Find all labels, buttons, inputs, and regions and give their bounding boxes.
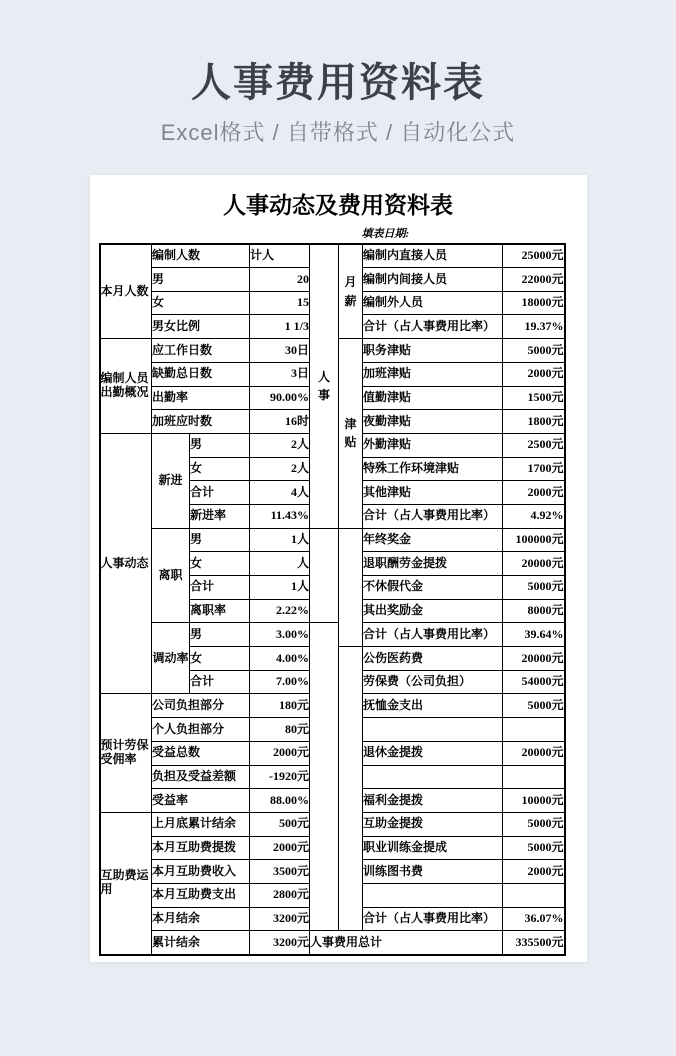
item-cell: 女 xyxy=(190,552,250,576)
value-cell: 88.00% xyxy=(250,789,310,813)
item-cell: 编制内直接人员 xyxy=(363,244,503,268)
page-subtitle: Excel格式 / 自带格式 / 自动化公式 xyxy=(160,120,516,145)
item-cell: 合计（占人事费用比率） xyxy=(363,315,503,339)
total-label-cell: 人事费用总计 xyxy=(310,931,503,955)
value-cell: 2500元 xyxy=(503,433,565,457)
item-cell: 个人负担部分 xyxy=(152,718,250,742)
value-cell: 1人 xyxy=(250,576,310,600)
group-cell: 本月人数 xyxy=(100,244,152,339)
table-row xyxy=(100,528,565,552)
value-cell: 20000元 xyxy=(503,647,565,671)
value-cell: 5000元 xyxy=(503,812,565,836)
value-cell: 18000元 xyxy=(503,291,565,315)
empty-cell xyxy=(310,623,339,931)
item-cell: 负担及受益差额 xyxy=(152,765,250,789)
item-cell: 本月结余 xyxy=(152,907,250,931)
value-cell: 2000元 xyxy=(503,362,565,386)
value-cell: 3500元 xyxy=(250,860,310,884)
item-cell: 加班津贴 xyxy=(363,362,503,386)
value-cell: 计人 xyxy=(250,244,310,268)
category-label: 人事 xyxy=(318,369,331,403)
value-cell xyxy=(503,883,565,907)
value-cell: -1920元 xyxy=(250,765,310,789)
item-cell: 福利金提拨 xyxy=(363,789,503,813)
item-cell xyxy=(363,765,503,789)
subgroup-cell: 离职 xyxy=(152,528,190,623)
value-cell: 54000元 xyxy=(503,670,565,694)
item-cell: 合计 xyxy=(190,670,250,694)
empty-cell xyxy=(310,528,339,623)
value-cell: 20000元 xyxy=(503,552,565,576)
item-cell: 男 xyxy=(190,528,250,552)
value-cell: 人 xyxy=(250,552,310,576)
item-cell: 女 xyxy=(190,647,250,671)
value-cell: 5000元 xyxy=(503,339,565,363)
item-cell: 其他津贴 xyxy=(363,481,503,505)
value-cell: 5000元 xyxy=(503,576,565,600)
table-row xyxy=(100,623,565,647)
item-cell: 年终奖金 xyxy=(363,528,503,552)
value-cell: 3200元 xyxy=(250,907,310,931)
item-cell: 不休假代金 xyxy=(363,576,503,600)
item-cell: 男 xyxy=(190,623,250,647)
item-cell: 男女比例 xyxy=(152,315,250,339)
value-cell: 1800元 xyxy=(503,410,565,434)
item-cell: 抚恤金支出 xyxy=(363,694,503,718)
value-cell: 80元 xyxy=(250,718,310,742)
item-cell: 职业训练金提成 xyxy=(363,836,503,860)
page-title: 人事费用资料表 xyxy=(191,61,485,105)
value-cell: 2.22% xyxy=(250,599,310,623)
value-cell: 15 xyxy=(250,291,310,315)
value-cell: 30日 xyxy=(250,339,310,363)
item-cell: 值勤津贴 xyxy=(363,386,503,410)
subcategory-label: 月薪 xyxy=(344,274,357,308)
value-cell: 5000元 xyxy=(503,694,565,718)
item-cell: 劳保费（公司负担） xyxy=(363,670,503,694)
item-cell: 合计（占人事费用比率） xyxy=(363,623,503,647)
item-cell: 退休金提拨 xyxy=(363,741,503,765)
group-cell: 互助费运用 xyxy=(100,812,152,954)
item-cell: 编制外人员 xyxy=(363,291,503,315)
item-cell: 夜勤津贴 xyxy=(363,410,503,434)
value-cell: 25000元 xyxy=(503,244,565,268)
sheet-title: 人事动态及费用资料表 xyxy=(223,193,453,218)
item-cell: 合计（占人事费用比率） xyxy=(363,907,503,931)
sheet-card xyxy=(90,175,587,962)
value-cell xyxy=(503,765,565,789)
value-cell: 180元 xyxy=(250,694,310,718)
item-cell: 男 xyxy=(152,268,250,292)
item-cell: 公司负担部分 xyxy=(152,694,250,718)
value-cell: 10000元 xyxy=(503,789,565,813)
item-cell: 合计（占人事费用比率） xyxy=(363,504,503,528)
group-cell: 预计劳保受佣率 xyxy=(100,694,152,812)
item-cell xyxy=(363,718,503,742)
value-cell: 2000元 xyxy=(250,741,310,765)
value-cell: 4.92% xyxy=(503,504,565,528)
item-cell: 互助金提拨 xyxy=(363,812,503,836)
value-cell: 39.64% xyxy=(503,623,565,647)
item-cell: 累计结余 xyxy=(152,931,250,955)
value-cell: 500元 xyxy=(250,812,310,836)
item-cell: 编制人数 xyxy=(152,244,250,268)
item-cell: 女 xyxy=(190,457,250,481)
value-cell: 36.07% xyxy=(503,907,565,931)
value-cell: 90.00% xyxy=(250,386,310,410)
group-cell: 人事动态 xyxy=(100,433,152,694)
item-cell: 受益总数 xyxy=(152,741,250,765)
value-cell: 2000元 xyxy=(503,860,565,884)
value-cell: 2人 xyxy=(250,433,310,457)
subcategory-label: 津贴 xyxy=(344,416,357,450)
item-cell: 应工作日数 xyxy=(152,339,250,363)
value-cell: 2800元 xyxy=(250,883,310,907)
item-cell: 退职酬劳金提拨 xyxy=(363,552,503,576)
value-cell: 4.00% xyxy=(250,647,310,671)
item-cell: 训练图书费 xyxy=(363,860,503,884)
table-row xyxy=(100,244,565,268)
value-cell: 5000元 xyxy=(503,836,565,860)
value-cell: 3日 xyxy=(250,362,310,386)
item-cell: 本月互助费提拨 xyxy=(152,836,250,860)
item-cell: 离职率 xyxy=(190,599,250,623)
table-row xyxy=(100,931,565,955)
item-cell: 加班应时数 xyxy=(152,410,250,434)
item-cell: 合计 xyxy=(190,576,250,600)
value-cell xyxy=(503,718,565,742)
item-cell: 本月互助费支出 xyxy=(152,883,250,907)
item-cell: 特殊工作环境津贴 xyxy=(363,457,503,481)
item-cell: 外勤津贴 xyxy=(363,433,503,457)
item-cell: 公伤医药费 xyxy=(363,647,503,671)
fill-date-label: 填表日期: xyxy=(361,227,410,240)
category-cell xyxy=(310,244,339,528)
item-cell: 出勤率 xyxy=(152,386,250,410)
hr-expense-table xyxy=(99,243,566,956)
value-cell: 100000元 xyxy=(503,528,565,552)
item-cell: 男 xyxy=(190,433,250,457)
total-value-cell: 335500元 xyxy=(503,931,565,955)
item-cell: 合计 xyxy=(190,481,250,505)
item-cell: 职务津贴 xyxy=(363,339,503,363)
value-cell: 11.43% xyxy=(250,504,310,528)
value-cell: 7.00% xyxy=(250,670,310,694)
item-cell: 编制内间接人员 xyxy=(363,268,503,292)
value-cell: 22000元 xyxy=(503,268,565,292)
value-cell: 3200元 xyxy=(250,931,310,955)
item-cell xyxy=(363,883,503,907)
empty-cell xyxy=(339,528,363,646)
value-cell: 20 xyxy=(250,268,310,292)
value-cell: 19.37% xyxy=(503,315,565,339)
value-cell: 8000元 xyxy=(503,599,565,623)
value-cell: 3.00% xyxy=(250,623,310,647)
item-cell: 其出奖励金 xyxy=(363,599,503,623)
value-cell: 1500元 xyxy=(503,386,565,410)
value-cell: 20000元 xyxy=(503,741,565,765)
item-cell: 缺勤总日数 xyxy=(152,362,250,386)
value-cell: 2000元 xyxy=(503,481,565,505)
value-cell: 1人 xyxy=(250,528,310,552)
empty-cell xyxy=(339,647,363,931)
value-cell: 2000元 xyxy=(250,836,310,860)
group-cell: 编制人员出勤概况 xyxy=(100,339,152,434)
item-cell: 上月底累计结余 xyxy=(152,812,250,836)
subgroup-cell: 新进 xyxy=(152,433,190,528)
item-cell: 受益率 xyxy=(152,789,250,813)
value-cell: 16时 xyxy=(250,410,310,434)
value-cell: 1700元 xyxy=(503,457,565,481)
subcategory-cell xyxy=(339,244,363,339)
value-cell: 1 1/3 xyxy=(250,315,310,339)
subcategory-cell xyxy=(339,339,363,529)
item-cell: 女 xyxy=(152,291,250,315)
value-cell: 4人 xyxy=(250,481,310,505)
value-cell: 2人 xyxy=(250,457,310,481)
item-cell: 本月互助费收入 xyxy=(152,860,250,884)
subgroup-cell: 调动率 xyxy=(152,623,190,694)
item-cell: 新进率 xyxy=(190,504,250,528)
